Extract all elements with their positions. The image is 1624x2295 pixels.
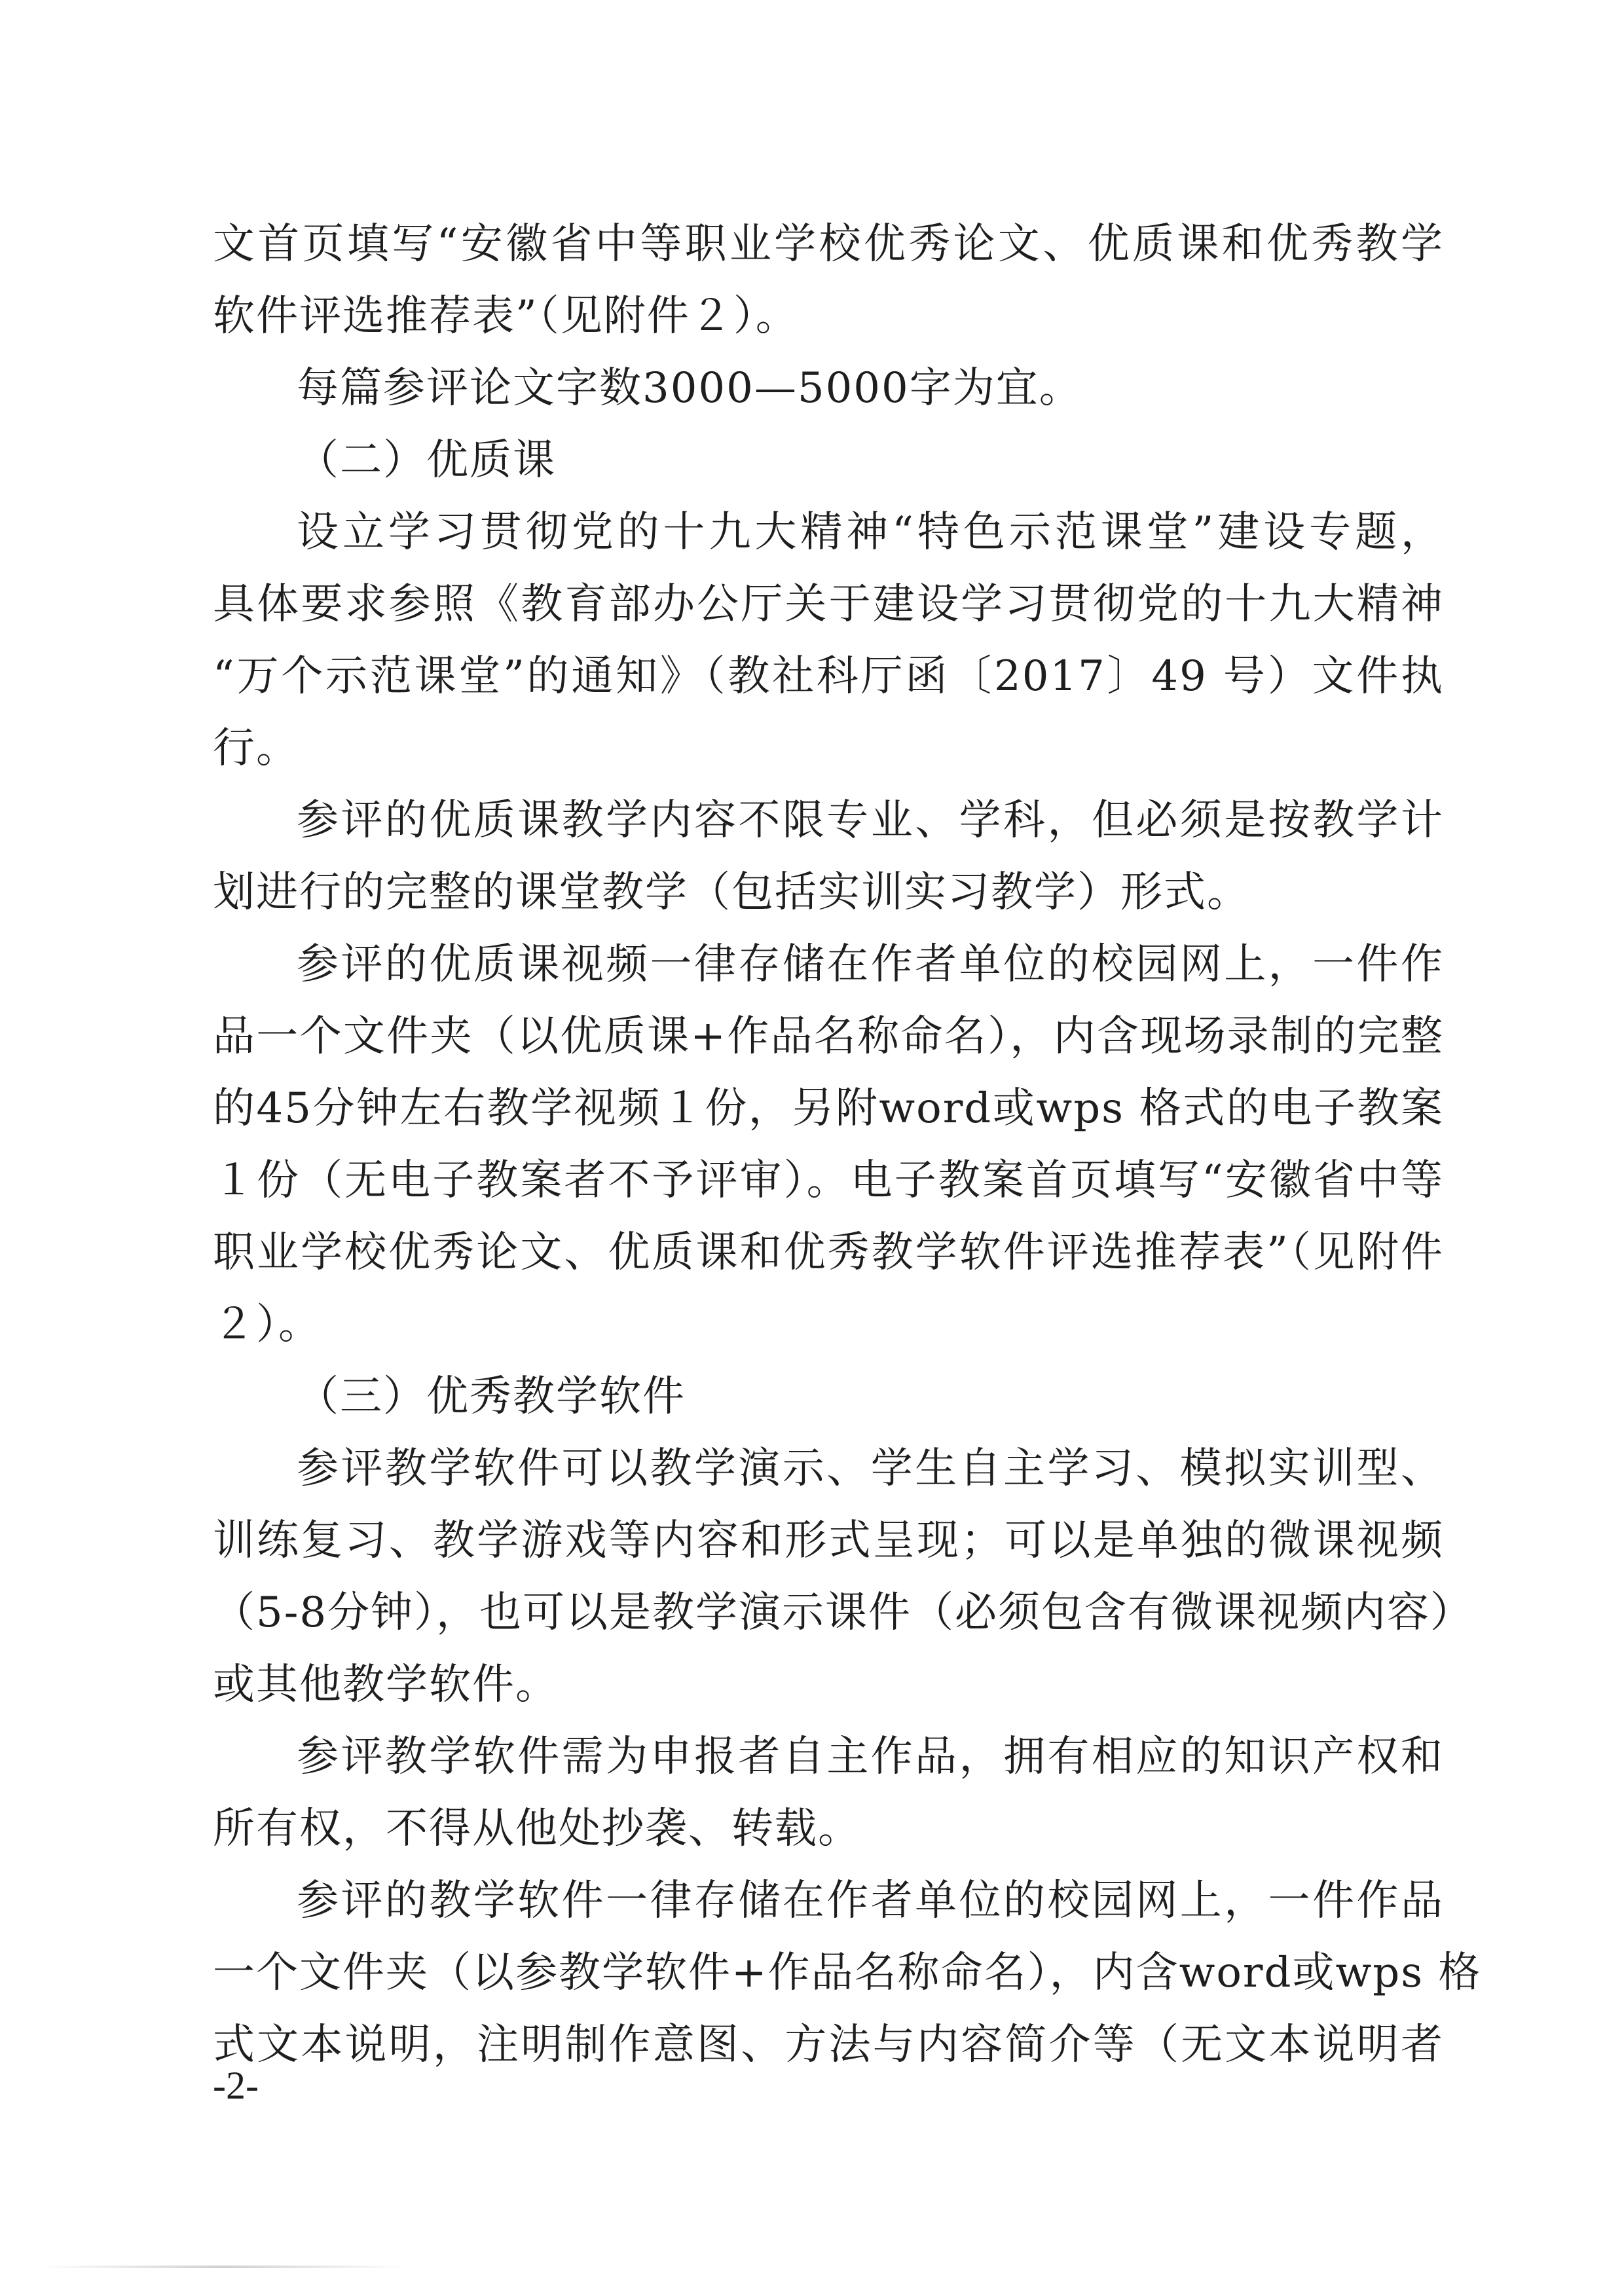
paragraph-line: 每篇参评论文字数3000—5000字为宜。 xyxy=(297,364,1082,413)
paragraph-line: 参评的教学软件一律存储在作者单位的校园网上，一件作品 xyxy=(297,1877,1444,1925)
paragraph-line: 参评的优质课视频一律存储在作者单位的校园网上，一件作 xyxy=(297,940,1444,989)
paragraph-line: 参评教学软件需为申报者自主作品，拥有相应的知识产权和 xyxy=(297,1733,1444,1781)
paragraph-line: 软件评选推荐表”（见附件２）。 xyxy=(213,292,799,340)
section-heading-quality-class: （二）优质课 xyxy=(297,436,556,485)
paragraph-line: 具体要求参照《教育部办公厅关于建设学习贯彻党的十九大精神 xyxy=(213,580,1444,629)
paragraph-line: 行。 xyxy=(213,724,299,773)
paragraph-line: “万个示范课堂”的通知》（教社科厅函〔2017〕49 号）文件执 xyxy=(213,652,1444,701)
paragraph-line: 式文本说明，注明制作意图、方法与内容简介等（无文本说明者 xyxy=(213,2021,1444,2069)
paragraph-line: 文首页填写“安徽省中等职业学校优秀论文、优质课和优秀教学 xyxy=(213,220,1444,268)
paragraph-line: 品一个文件夹（以优质课+作品名称命名），内含现场录制的完整 xyxy=(213,1012,1444,1061)
paragraph-line: 的45分钟左右教学视频１份，另附word或wps 格式的电子教案 xyxy=(213,1084,1444,1133)
paragraph-line: 参评的优质课教学内容不限专业、学科，但必须是按教学计 xyxy=(297,796,1444,845)
paragraph-line: 划进行的完整的课堂教学（包括实训实习教学）形式。 xyxy=(213,868,1250,917)
paragraph-line: 参评教学软件可以教学演示、学生自主学习、模拟实训型、 xyxy=(297,1444,1444,1493)
paragraph-line: 训练复习、教学游戏等内容和形式呈现；可以是单独的微课视频 xyxy=(213,1516,1444,1565)
paragraph-line: 一个文件夹（以参教学软件+作品名称命名），内含word或wps 格 xyxy=(213,1949,1482,1997)
section-heading-teaching-software: （三）优秀教学软件 xyxy=(297,1372,686,1421)
page-number: -2- xyxy=(213,2064,259,2107)
paragraph-line: １份（无电子教案者不予评审）。电子教案首页填写“安徽省中等 xyxy=(213,1156,1444,1205)
paragraph-line: 所有权，不得从他处抄袭、转载。 xyxy=(213,1805,861,1853)
paragraph-line: 设立学习贯彻党的十九大精神“特色示范课堂”建设专题， xyxy=(297,508,1444,557)
paragraph-line: 职业学校优秀论文、优质课和优秀教学软件评选推荐表”（见附件 xyxy=(213,1228,1444,1277)
paragraph-line: 或其他教学软件。 xyxy=(213,1661,559,1709)
paragraph-line: ２）。 xyxy=(213,1300,322,1349)
body-text xyxy=(213,208,1482,2081)
scan-artifact-line xyxy=(39,2266,406,2268)
paragraph-line: （5-8分钟），也可以是教学演示课件（必须包含有微课视频内容） xyxy=(213,1588,1474,1637)
